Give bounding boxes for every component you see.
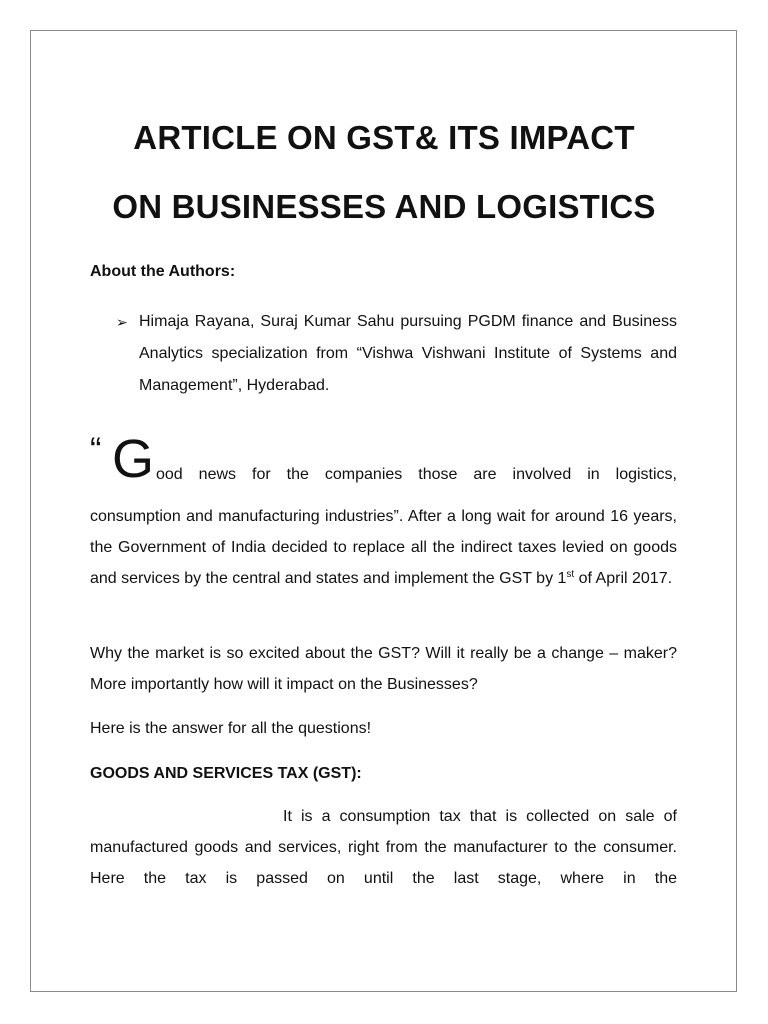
authors-heading: About the Authors:	[90, 263, 236, 280]
opening-paragraph-start	[90, 428, 677, 492]
arrow-bullet-icon: ➢	[116, 314, 128, 330]
question-paragraph: Why the market is so excited about the GST? Will it really be a change – maker? More importantly how will it impact on the Businesses?	[90, 645, 677, 693]
document-title-line-2: ON BUSINESSES AND LOGISTICS	[112, 188, 656, 225]
authors-description: Himaja Rayana, Suraj Kumar Sahu pursuing PGDM finance and Business Analytics specialization from “Vishwa Vishwani Institute of Systems and Management”, Hyderabad.	[139, 313, 677, 394]
opening-paragraph-text: consumption and manufacturing industries”. After a long wait for around 16 years, the Government of India decided to replace all the indirect taxes levied on goods and services by the central and states and implement the GST by 1	[90, 508, 677, 587]
drop-cap-letter: G	[112, 429, 155, 489]
ordinal-superscript: st	[566, 569, 575, 580]
document-title-line-1: ARTICLE ON GST& ITS IMPACT	[133, 119, 635, 156]
opening-line-text: ood news for the companies those are involved in logistics,	[156, 466, 677, 483]
gst-definition-continued: manufactured goods and services, right from the manufacturer to the consumer. Here the tax is passed on until the last stage, where in the	[90, 839, 677, 887]
opening-quote-mark: “	[90, 431, 102, 469]
gst-definition-first-line: It is a consumption tax that is collected on sale of	[283, 808, 677, 825]
answer-intro-paragraph: Here is the answer for all the questions!	[90, 720, 372, 737]
opening-paragraph-end: of April 2017.	[574, 570, 673, 587]
gst-section-heading: GOODS AND SERVICES TAX (GST):	[90, 765, 362, 782]
opening-paragraph	[90, 501, 677, 594]
